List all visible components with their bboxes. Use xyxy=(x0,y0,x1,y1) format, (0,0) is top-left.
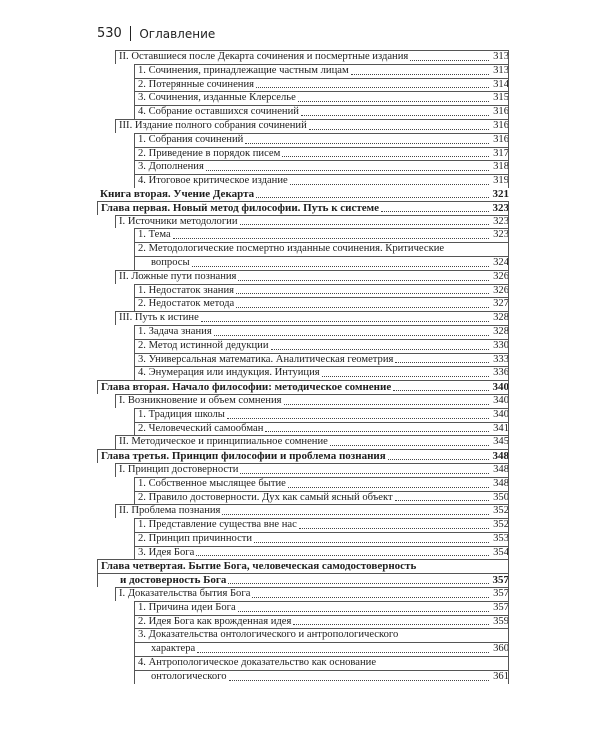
toc-entry-title: Глава вторая. Начало философии: методическое сомнение xyxy=(101,381,392,394)
toc-entry-title: 1. Причина идеи Бога xyxy=(138,601,236,613)
toc-entry xyxy=(134,78,509,92)
toc-entry-title: онтологического xyxy=(151,670,227,682)
toc-entry xyxy=(134,133,509,147)
toc-page-number: 315 xyxy=(493,92,509,104)
toc-entry xyxy=(115,311,509,325)
toc-page-number: 348 xyxy=(493,463,509,475)
toc-entry xyxy=(115,270,509,284)
dot-leader xyxy=(293,624,489,625)
dot-leader xyxy=(351,74,489,75)
dot-leader xyxy=(256,87,489,88)
toc-entry xyxy=(97,188,509,201)
dot-leader xyxy=(271,349,489,350)
toc-page-number: 323 xyxy=(492,201,509,214)
toc-page-number: 323 xyxy=(493,215,509,227)
toc-entry-title: 3. Сочинения, изданные Клерселье xyxy=(138,92,296,104)
toc-entry-title: 4. Итоговое критическое издание xyxy=(138,175,288,187)
toc-entry xyxy=(134,160,509,174)
dot-leader xyxy=(393,390,489,391)
toc-entry xyxy=(134,242,509,256)
toc-page-number: 314 xyxy=(493,78,509,90)
toc-page-number: 328 xyxy=(493,312,509,324)
toc-entry-title: 2. Правило достоверности. Дух как самый ясный объект xyxy=(138,491,393,503)
toc-page-number: 318 xyxy=(493,161,509,173)
dot-leader xyxy=(214,335,489,336)
toc-page-number: 352 xyxy=(493,519,509,531)
dot-leader xyxy=(245,143,489,144)
toc-page-number: 348 xyxy=(492,450,509,463)
toc-entry xyxy=(134,284,509,298)
toc-entry xyxy=(134,628,509,642)
toc-entry-title: Глава первая. Новый метод философии. Путь к системе xyxy=(101,201,380,214)
toc-entry-title: 2. Недостаток метода xyxy=(138,298,235,310)
toc-entry xyxy=(115,463,509,477)
toc-page-number: 317 xyxy=(493,147,509,159)
toc-page-number: 354 xyxy=(493,546,509,558)
dot-leader xyxy=(173,238,489,239)
dot-leader xyxy=(238,611,489,612)
toc-page-number: 333 xyxy=(493,353,509,365)
toc-entry-title: Глава третья. Принцип философии и проблема познания xyxy=(101,450,386,463)
toc-page-number: 340 xyxy=(493,408,509,420)
toc-page-number: 316 xyxy=(493,133,509,145)
toc-entry xyxy=(134,147,509,161)
toc-entry xyxy=(134,353,509,367)
dot-leader xyxy=(282,156,489,157)
toc-entry-title: характера xyxy=(151,643,196,655)
dot-leader xyxy=(254,542,489,543)
dot-leader xyxy=(410,60,489,61)
toc-entry-title: II. Оставшиеся после Декарта сочинения и посмертные издания xyxy=(119,51,409,62)
toc-entry xyxy=(115,394,509,408)
dot-leader xyxy=(240,473,489,474)
toc-page-number: 328 xyxy=(493,325,509,337)
toc-entry-title: 1. Задача знания xyxy=(138,325,212,337)
toc-entry-title: 1. Собственное мыслящее бытие xyxy=(138,477,286,489)
toc-entry-title: III. Путь к истине xyxy=(119,312,199,324)
dot-leader xyxy=(301,115,489,116)
toc-entry xyxy=(115,587,509,601)
toc-entry xyxy=(115,50,509,64)
dot-leader xyxy=(222,514,489,515)
toc-entry xyxy=(134,64,509,78)
toc-entry-title: 2. Приведение в порядок писем xyxy=(138,147,281,159)
toc-entry xyxy=(97,573,509,587)
toc-page-number: 316 xyxy=(493,119,509,131)
toc-entry-title: 3. Доказательства онтологического и антропологического xyxy=(138,629,399,641)
toc-entry-title: 1. Традиция школы xyxy=(138,408,225,420)
toc-entry xyxy=(134,408,509,422)
toc-entry xyxy=(115,215,509,229)
dot-leader xyxy=(236,293,489,294)
toc-entry xyxy=(134,325,509,339)
toc-page-number: 359 xyxy=(493,615,509,627)
toc-entry-title: I. Возникновение и объем сомнения xyxy=(119,394,282,406)
toc-page-number: 330 xyxy=(493,339,509,351)
toc-entry-title: 1. Недостаток знания xyxy=(138,284,234,296)
dot-leader xyxy=(381,211,489,212)
toc-entry-title: I. Доказательства бытия Бога xyxy=(119,588,251,600)
toc-page-number: 316 xyxy=(493,106,509,118)
toc-entry xyxy=(134,518,509,532)
dot-leader xyxy=(206,170,489,171)
toc-page-number: 352 xyxy=(493,505,509,517)
header-divider xyxy=(130,26,132,41)
toc-entry-title: 2. Методологические посмертно изданные сочинения. Критические xyxy=(138,243,445,255)
toc-page-number: 340 xyxy=(493,394,509,406)
toc-entry-title: 4. Антропологическое доказательство как основание xyxy=(138,657,377,669)
toc-entry xyxy=(97,559,509,573)
toc-page-number: 324 xyxy=(493,256,509,268)
toc-page-number: 340 xyxy=(492,381,509,394)
dot-leader xyxy=(197,652,489,653)
toc-page-number: 357 xyxy=(493,588,509,600)
dot-leader xyxy=(288,487,489,488)
dot-leader xyxy=(227,418,489,419)
toc-page-number: 326 xyxy=(493,284,509,296)
toc-page-number: 336 xyxy=(493,367,509,379)
toc-entry-title: 1. Тема xyxy=(138,229,171,241)
page-number: 530 xyxy=(97,26,122,41)
toc-page-number: 360 xyxy=(493,643,509,655)
toc-page-number: 323 xyxy=(493,229,509,241)
toc-entry xyxy=(134,105,509,119)
running-title: Оглавление xyxy=(139,26,216,41)
toc-page-number: 353 xyxy=(493,532,509,544)
dot-leader xyxy=(395,362,489,363)
dot-leader xyxy=(192,266,489,267)
toc-entry xyxy=(134,491,509,505)
toc-entry xyxy=(134,601,509,615)
dot-leader xyxy=(299,528,489,529)
dot-leader xyxy=(256,197,489,198)
toc-entry-title: 2. Метод истинной дедукции xyxy=(138,339,269,351)
toc-entry-title: 4. Энумерация или индукция. Интуиция xyxy=(138,367,320,379)
toc-entry-title: 1. Собрания сочинений xyxy=(138,133,244,145)
dot-leader xyxy=(240,224,489,225)
table-of-contents xyxy=(97,50,509,684)
toc-page-number: 357 xyxy=(493,601,509,613)
toc-entry-title: и достоверность Бога xyxy=(120,574,227,587)
toc-entry-title: II. Методическое и принципиальное сомнение xyxy=(119,436,328,448)
toc-page-number: 348 xyxy=(493,477,509,489)
toc-entry xyxy=(115,119,509,133)
toc-page-number: 357 xyxy=(492,574,509,587)
toc-entry xyxy=(134,615,509,629)
toc-entry xyxy=(97,449,509,463)
toc-page-number: 361 xyxy=(493,670,509,682)
dot-leader xyxy=(265,431,489,432)
toc-entry xyxy=(97,380,509,394)
toc-entry xyxy=(115,504,509,518)
dot-leader xyxy=(298,101,489,102)
toc-entry-title: 3. Универсальная математика. Аналитическая геометрия xyxy=(138,353,394,365)
toc-entry xyxy=(134,339,509,353)
toc-entry xyxy=(134,532,509,546)
dot-leader xyxy=(236,307,489,308)
toc-entry-title: I. Источники методологии xyxy=(119,215,238,227)
toc-entry xyxy=(134,228,509,242)
dot-leader xyxy=(322,376,489,377)
dot-leader xyxy=(201,321,489,322)
dot-leader xyxy=(290,184,489,185)
toc-page-number: 327 xyxy=(493,298,509,310)
dot-leader xyxy=(229,680,490,681)
toc-page-number: 350 xyxy=(493,491,509,503)
toc-entry xyxy=(134,546,509,560)
toc-entry-title: 3. Дополнения xyxy=(138,161,204,173)
toc-page-number: 345 xyxy=(493,436,509,448)
toc-page-number: 341 xyxy=(493,422,509,434)
toc-entry xyxy=(134,656,509,670)
dot-leader xyxy=(228,583,489,584)
toc-entry-title: 2. Человеческий самообман xyxy=(138,422,264,434)
toc-entry-title: Глава четвертая. Бытие Бога, человеческая самодостоверность xyxy=(101,560,417,573)
toc-entry-title: II. Ложные пути познания xyxy=(119,270,237,282)
toc-entry-title: I. Принцип достоверности xyxy=(119,463,239,475)
toc-entry-title: II. Проблема познания xyxy=(119,505,221,517)
dot-leader xyxy=(196,555,489,556)
dot-leader xyxy=(238,280,489,281)
toc-entry-title: III. Издание полного собрания сочинений xyxy=(119,119,307,131)
toc-entry-title: 4. Собрание оставшихся сочинений xyxy=(138,106,299,118)
toc-entry xyxy=(134,477,509,491)
toc-page-number: 326 xyxy=(493,270,509,282)
toc-entry xyxy=(134,670,509,684)
dot-leader xyxy=(284,404,489,405)
dot-leader xyxy=(330,445,489,446)
toc-entry-title: 1. Сочинения, принадлежащие частным лицам xyxy=(138,64,349,76)
toc-entry-title: вопросы xyxy=(151,256,190,268)
dot-leader xyxy=(388,459,489,460)
toc-entry xyxy=(97,201,509,215)
toc-entry xyxy=(134,366,509,380)
toc-entry-title: 2. Потерянные сочинения xyxy=(138,78,255,90)
page-header xyxy=(97,26,215,41)
toc-entry xyxy=(134,174,509,188)
toc-page-number: 313 xyxy=(493,64,509,76)
toc-entry-title: 1. Представление существа вне нас xyxy=(138,519,297,531)
toc-entry-title: 3. Идея Бога xyxy=(138,546,195,558)
toc-entry xyxy=(134,422,509,436)
toc-entry-title: 2. Принцип причинности xyxy=(138,532,253,544)
toc-page-number: 313 xyxy=(493,51,509,62)
dot-leader xyxy=(252,597,489,598)
toc-entry xyxy=(134,297,509,311)
toc-page-number: 321 xyxy=(492,187,509,200)
toc-entry-title: Книга вторая. Учение Декарта xyxy=(100,187,255,200)
dot-leader xyxy=(309,129,489,130)
toc-entry xyxy=(134,256,509,270)
dot-leader xyxy=(395,500,489,501)
toc-page-number: 319 xyxy=(493,175,509,187)
toc-entry xyxy=(134,642,509,656)
toc-entry xyxy=(115,435,509,449)
toc-entry xyxy=(134,91,509,105)
toc-entry-title: 2. Идея Бога как врожденная идея xyxy=(138,615,292,627)
